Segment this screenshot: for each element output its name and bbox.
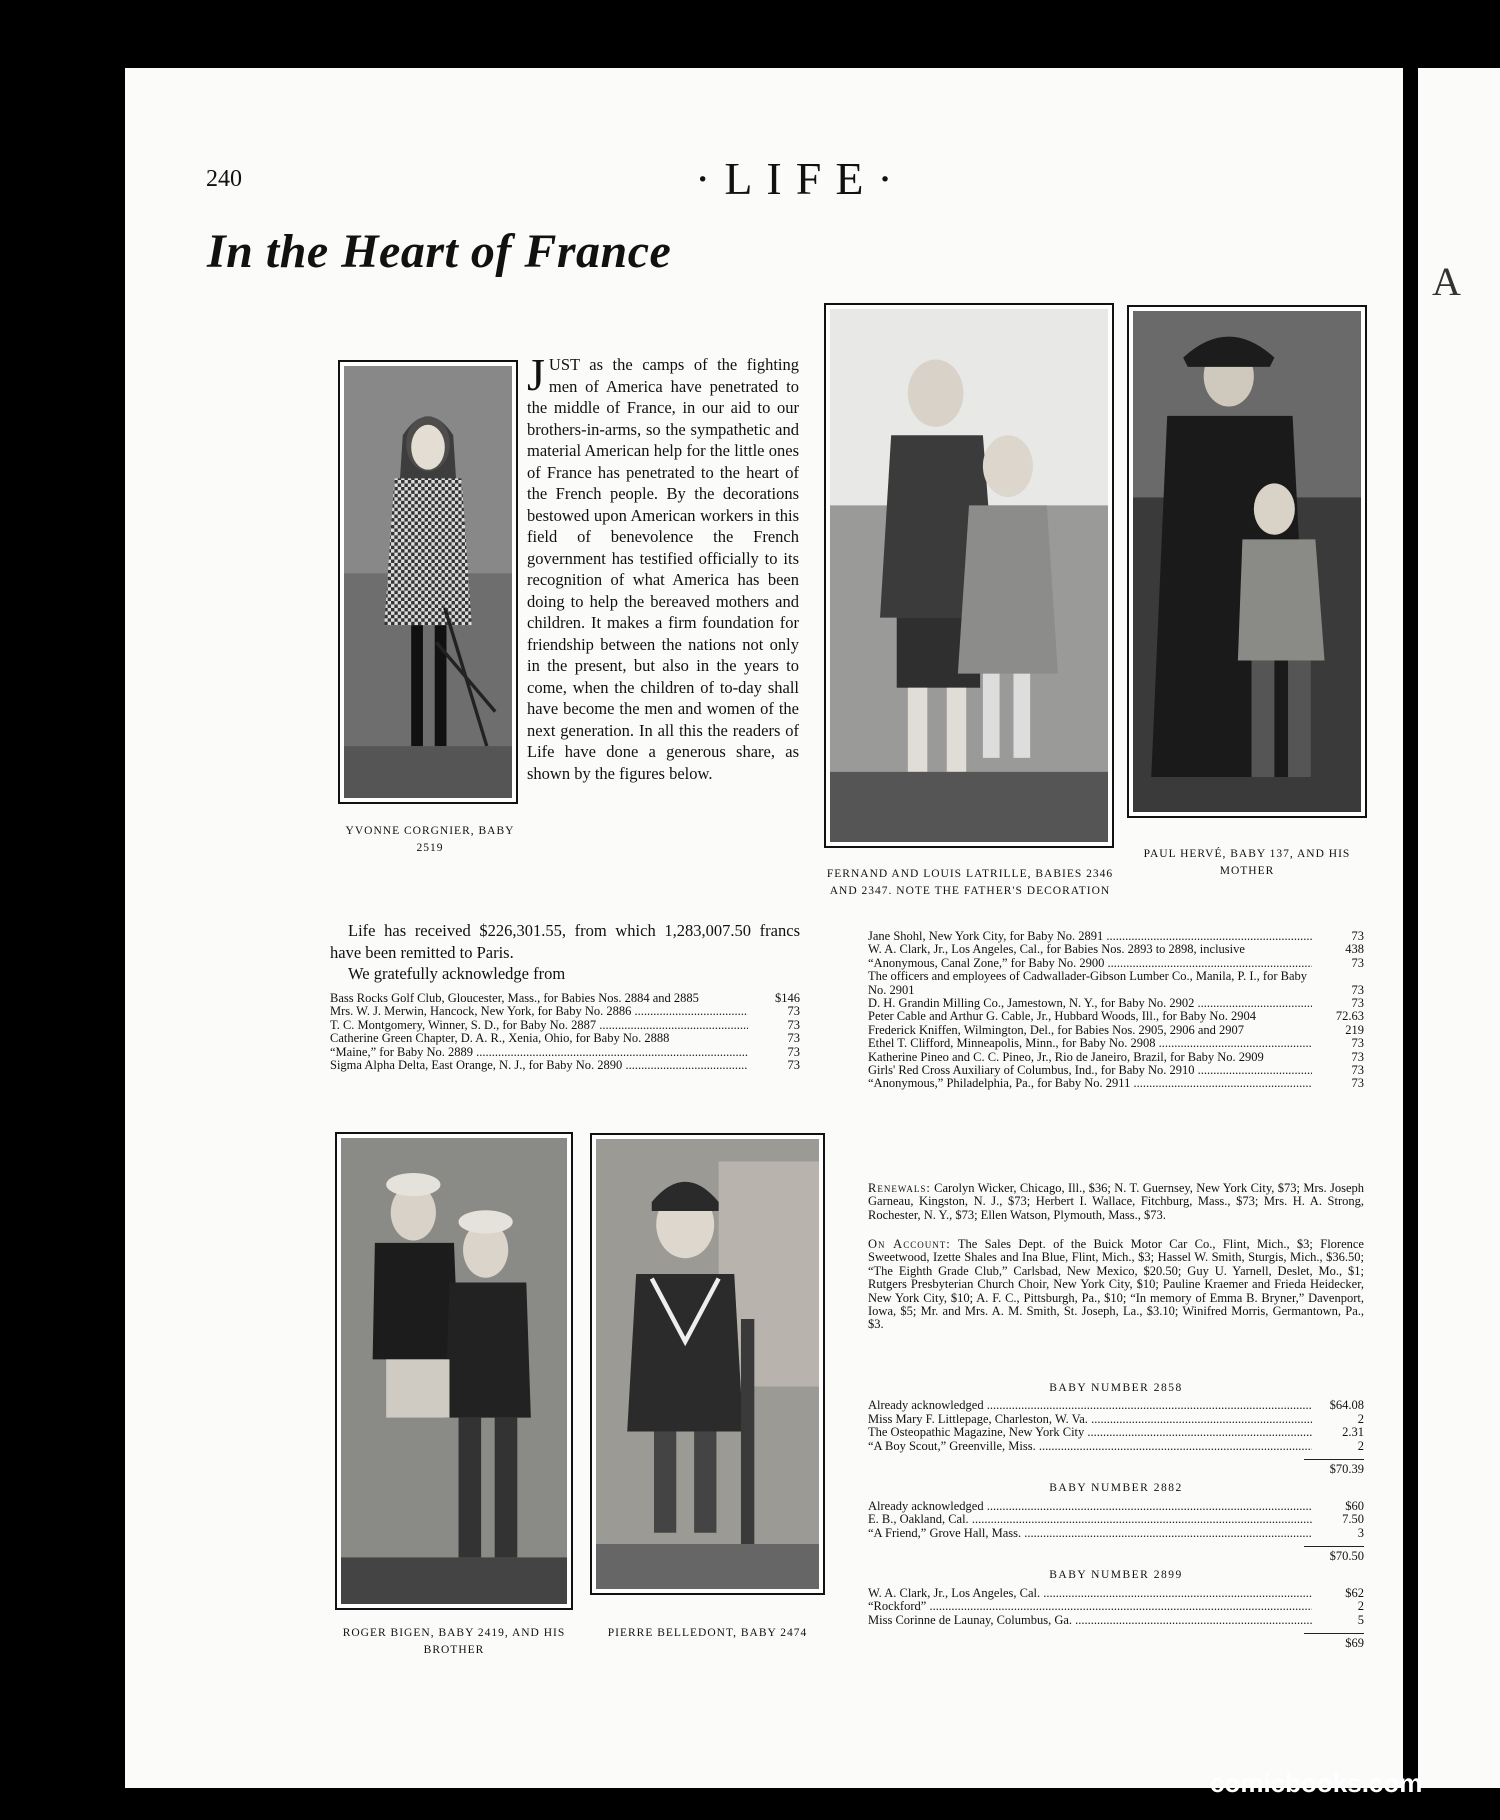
contributor-label: W. A. Clark, Jr., Los Angeles, Cal., for Babies Nos. 2893 to 2898, inclusive	[868, 943, 1245, 957]
contributor-label: Peter Cable and Arthur G. Cable, Jr., Hubbard Woods, Ill., for Baby No. 2904	[868, 1010, 1256, 1024]
baby-number-total: $69	[1304, 1633, 1364, 1650]
contribution-row	[868, 1587, 1364, 1600]
contribution-amount: 73	[1351, 1063, 1364, 1078]
contributor-label: W. A. Clark, Jr., Los Angeles, Cal. .....	[868, 1587, 1312, 1600]
caption-paul-herve: PAUL HERVÉ, BABY 137, AND HIS MOTHER	[1143, 848, 1351, 877]
contribution-amount: 73	[1351, 955, 1364, 970]
baby-number-total: $70.39	[1304, 1459, 1364, 1476]
baby-number-heading: BABY NUMBER 2899	[1049, 1569, 1183, 1582]
contributor-label: “A Boy Scout,” Greenville, Miss. .....	[868, 1440, 1312, 1453]
baby-number-heading: BABY NUMBER 2882	[1049, 1482, 1183, 1495]
contributor-label: Frederick Kniffen, Wilmington, Del., for Babies Nos. 2905, 2906 and 2907	[868, 1023, 1245, 1037]
page-number: 240	[206, 166, 242, 192]
caption-pierre-belledont: PIERRE BELLEDONT, BABY 2474	[607, 1627, 808, 1639]
baby-number-heading: BABY NUMBER 2858	[1049, 1382, 1183, 1394]
caption-roger-bigen: ROGER BIGEN, BABY 2419, AND HIS BROTHER	[342, 1627, 566, 1656]
contribution-amount: 2.31	[1342, 1425, 1364, 1440]
account-text: The Sales Dept. of the Buick Motor Car Co., Flint, Mich., $3; Florence Sweetwood, Izette Shales and Ina Blue, Flint, Mich., $3; Hassel W. Smith, Sturgis, Mich., $36.50; “The Eighth Grade Club,” Carlsbad, New Mexico, $20.50; Guy U. Yarnell, Deslet, Mo., $1; Rutgers Presbyterian Church Choir, New York City, $10; Pauline Kraemer and Frieda Heidecker, New York City, $10; A. F. C., Pittsburgh, Pa., $10; “In memory of Emma B. Bryner,” Davenport, Iowa, $5; Mr. and Mrs. A. M. Smith, St. Joseph, La., $3.10; Winifred Morris, Germantown, Pa., $3.	[868, 1237, 1364, 1332]
child-portrait-image	[344, 366, 512, 798]
baby-number-total: $70.50	[1304, 1546, 1364, 1563]
contribution-row	[868, 997, 1364, 1010]
contribution-row	[868, 1527, 1364, 1540]
article-continuation	[330, 920, 800, 985]
contributor-label: Already acknowledged .....	[868, 1399, 1312, 1412]
mother-child-portrait-image	[1133, 311, 1361, 812]
contribution-amount: 7.50	[1342, 1512, 1364, 1527]
contribution-row	[868, 1426, 1364, 1439]
contribution-amount: 438	[1345, 942, 1364, 957]
contributor-label: Miss Corinne de Launay, Columbus, Ga. .....	[868, 1614, 1312, 1627]
contribution-row	[868, 1077, 1364, 1090]
photo-yvonne	[338, 360, 518, 804]
contributor-label: T. C. Montgomery, Winner, S. D., for Baby No. 2887 .....	[330, 1019, 748, 1032]
contribution-row	[868, 1024, 1364, 1037]
contribution-amount: 73	[787, 1044, 800, 1059]
contribution-amount: 73	[787, 1058, 800, 1073]
contributor-label: “Maine,” for Baby No. 2889 .....	[330, 1046, 748, 1059]
contribution-amount: 73	[1351, 929, 1364, 943]
drop-cap: J	[527, 349, 545, 400]
photo-pierre-belledont	[590, 1133, 825, 1595]
contributor-label: Miss Mary F. Littlepage, Charleston, W. Va. .....	[868, 1413, 1312, 1426]
contribution-amount: 73	[1351, 996, 1364, 1011]
renewals-text: Carolyn Wicker, Chicago, Ill., $36; N. T. Guernsey, New York City, $73; Mrs. Joseph Garneau, Kingston, N. J., $73; Herbert I. Wallace, Fitchburg, Mass., $73; Mrs. H. A. Strong, Rochester, N. Y., $73; Ellen Watson, Plymouth, Mass., $73.	[868, 1181, 1364, 1222]
contributions-list-left	[330, 992, 800, 1072]
contribution-row	[330, 992, 800, 1005]
article-title: In the Heart of France	[207, 225, 672, 278]
contribution-row	[868, 1064, 1364, 1077]
contributor-label: The Osteopathic Magazine, New York City .....	[868, 1426, 1312, 1439]
contribution-amount: 73	[787, 1004, 800, 1019]
baby-number-groups	[868, 1376, 1364, 1651]
renewals-heading: Renewals:	[868, 1181, 931, 1195]
article-paragraph-1: UST as the camps of the fighting men of America have penetrated to the middle of France, in our aid to our brothers-in-arms, so the sympathetic and material American help for the little ones of France has penetrated to the heart of the French people. By the decorations bestowed upon American workers in this field of benevolence the French government has testified officially to its recognition of what America has been doing to help the bereaved mothers and children. It makes a firm foundation for friendship between the nations not only in the present, but also in the years to come, when the children of to-day shall have become the men and women of the next generation. In all this the readers of Life have done a generous share, as shown by the figures below.	[527, 355, 799, 783]
photo-paul-herve	[1127, 305, 1367, 818]
contribution-row	[868, 1513, 1364, 1526]
contribution-amount: 219	[1345, 1022, 1364, 1037]
contribution-row	[330, 1032, 800, 1045]
contributor-label: D. H. Grandin Milling Co., Jamestown, N. Y., for Baby No. 2902 .....	[868, 997, 1312, 1010]
contribution-row	[868, 1600, 1364, 1613]
contribution-row	[868, 970, 1364, 997]
contribution-amount: 2	[1357, 1438, 1364, 1453]
contributor-label: E. B., Oakland, Cal. .....	[868, 1513, 1312, 1526]
contributor-label: Mrs. W. J. Merwin, Hancock, New York, for Baby No. 2886 .....	[330, 1005, 748, 1018]
contributor-label: “Anonymous,” Philadelphia, Pa., for Baby No. 2911 .....	[868, 1077, 1312, 1090]
contribution-row	[868, 943, 1364, 956]
contributor-label: “A Friend,” Grove Hall, Mass. .....	[868, 1527, 1312, 1540]
watermark: comicbooks.com	[1210, 1768, 1423, 1798]
contribution-row	[330, 1005, 800, 1018]
contribution-row	[868, 930, 1364, 943]
account-paragraph	[868, 1238, 1364, 1332]
contribution-amount: 73	[1351, 1049, 1364, 1064]
contribution-amount: $60	[1345, 1498, 1364, 1513]
contributor-label: Katherine Pineo and C. C. Pineo, Jr., Rio de Janeiro, Brazil, for Baby No. 2909	[868, 1050, 1264, 1064]
contribution-row	[868, 1500, 1364, 1513]
contribution-amount: 2	[1357, 1411, 1364, 1426]
contributor-label: Girls' Red Cross Auxiliary of Columbus, Ind., for Baby No. 2910 .....	[868, 1064, 1312, 1077]
contribution-amount: 73	[1351, 982, 1364, 997]
contributions-list-right	[868, 930, 1364, 1091]
contribution-row	[868, 1614, 1364, 1627]
contribution-row	[330, 1046, 800, 1059]
contributor-label: Ethel T. Clifford, Minneapolis, Minn., for Baby No. 2908 .....	[868, 1037, 1312, 1050]
article-body	[527, 349, 799, 784]
contribution-row	[330, 1019, 800, 1032]
account-heading: On Account:	[868, 1237, 951, 1251]
children-portrait-image	[830, 309, 1108, 842]
contribution-row	[868, 1037, 1364, 1050]
contributor-label: Sigma Alpha Delta, East Orange, N. J., for Baby No. 2890 .....	[330, 1059, 748, 1072]
contribution-amount: 3	[1357, 1525, 1364, 1540]
photo-fernand-louis	[824, 303, 1114, 848]
contributor-label: Bass Rocks Golf Club, Gloucester, Mass., for Babies Nos. 2884 and 2885	[330, 992, 699, 1005]
article-paragraph-2: Life has received $226,301.55, from which 1,283,007.50 francs have been remitted to Paris.	[330, 921, 800, 962]
photo-roger-bigen	[335, 1132, 573, 1610]
contribution-row	[868, 957, 1364, 970]
contribution-row	[868, 1413, 1364, 1426]
renewals-paragraph	[868, 1182, 1364, 1222]
article-paragraph-3: We gratefully acknowledge from	[348, 964, 566, 983]
contribution-amount: 73	[1351, 1076, 1364, 1091]
contribution-amount: 73	[787, 1031, 800, 1046]
contribution-row	[868, 1440, 1364, 1453]
caption-fernand-louis: FERNAND AND LOUIS LATRILLE, BABIES 2346 AND 2347. NOTE THE FATHER'S DECORATION	[826, 868, 1114, 897]
contribution-row	[868, 1051, 1364, 1064]
contribution-amount: $62	[1345, 1585, 1364, 1600]
contributor-label: The officers and employees of Cadwallader-Gibson Lumber Co., Manila, P. I., for Baby No. 2901	[868, 970, 1307, 997]
contribution-row	[868, 1010, 1364, 1023]
contribution-amount: $64.08	[1329, 1398, 1364, 1413]
contribution-amount: 72.63	[1335, 1009, 1364, 1024]
child-sailor-suit-image	[596, 1139, 819, 1589]
contributor-label: Catherine Green Chapter, D. A. R., Xenia, Ohio, for Baby No. 2888	[330, 1032, 670, 1046]
contribution-row	[330, 1059, 800, 1072]
contribution-amount: 73	[1351, 1036, 1364, 1051]
contributor-label: Jane Shohl, New York City, for Baby No. 2891 .....	[868, 930, 1312, 943]
caption-yvonne: YVONNE CORGNIER, BABY 2519	[345, 825, 515, 854]
contribution-amount: $146	[775, 991, 800, 1005]
brothers-portrait-image	[341, 1138, 567, 1604]
adjacent-page-edge: A	[1418, 68, 1500, 1788]
contributor-label: “Rockford” .....	[868, 1600, 1312, 1613]
masthead: ·LIFE·	[695, 153, 907, 204]
contribution-amount: 73	[787, 1017, 800, 1032]
contribution-amount: 2	[1357, 1599, 1364, 1614]
contribution-amount: 5	[1357, 1612, 1364, 1627]
contributor-label: Already acknowledged .....	[868, 1500, 1312, 1513]
contributor-label: “Anonymous, Canal Zone,” for Baby No. 2900 .....	[868, 957, 1312, 970]
contribution-row	[868, 1399, 1364, 1412]
